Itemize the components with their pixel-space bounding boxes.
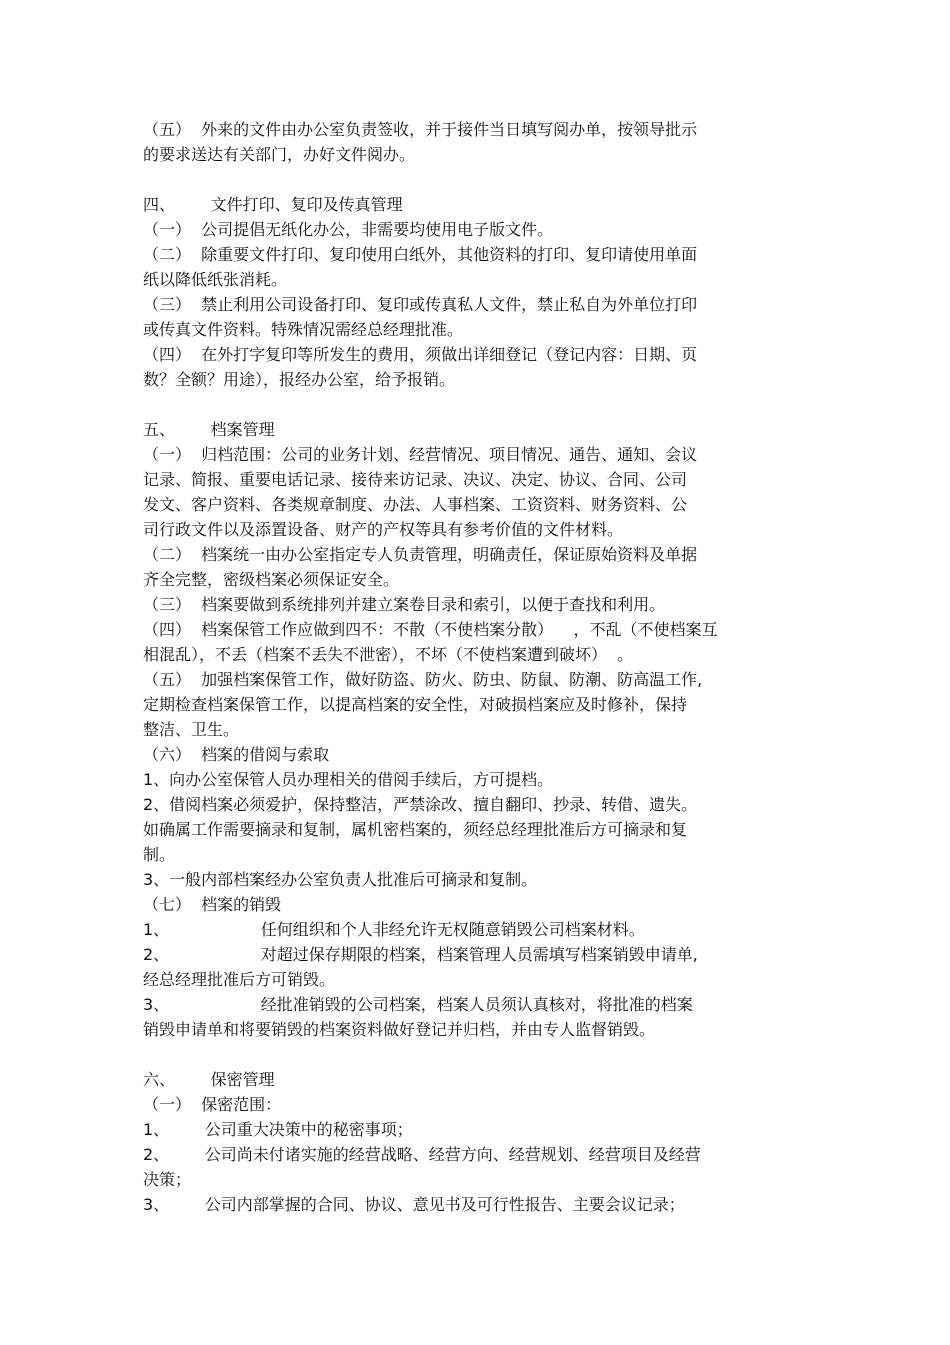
text-line: 数？全额？用途），报经办公室，给予报销。	[143, 370, 456, 389]
text-line: （五） 外来的文件由办公室负责签收，并于接件当日填写阅办单，按领导批示	[143, 120, 698, 139]
text-line: 2、 对超过保存期限的档案，档案管理人员需填写档案销毁申请单,	[143, 945, 698, 964]
text-line: 的要求送达有关部门，办好文件阅办。	[143, 145, 416, 164]
text-line: （二） 档案统一由办公室指定专人负责管理，明确责任，保证原始资料及单据	[143, 545, 698, 564]
text-line: 决策；	[143, 1170, 192, 1189]
text-line: （三） 档案要做到系统排列并建立案卷目录和索引，以便于查找和利用。	[143, 595, 666, 614]
text-line: （一） 归档范围：公司的业务计划、经营情况、项目情况、通告、通知、会议	[143, 445, 698, 464]
text-line: 2、 公司尚未付诸实施的经营战略、经营方向、经营规划、经营项目及经营	[143, 1145, 701, 1164]
text-line: 发文、客户资料、各类规章制度、办法、人事档案、工资资料、财务资料、公	[143, 495, 688, 514]
text-line: （四） 档案保管工作应做到四不：不散（不使档案分散） ，不乱（不使档案互	[143, 620, 718, 639]
text-line: 1、 公司重大决策中的秘密事项；	[143, 1120, 413, 1139]
section-heading: 六、 保密管理	[143, 1070, 275, 1089]
text-line: 制。	[143, 845, 176, 864]
text-line: 定期检查档案保管工作，以提高档案的安全性，对破损档案应及时修补，保持	[143, 695, 688, 714]
text-line: 齐全完整，密级档案必须保证安全。	[143, 570, 400, 589]
text-line: 记录、简报、重要电话记录、接待来访记录、决议、决定、协议、合同、公司	[143, 470, 688, 489]
text-line: （二） 除重要文件打印、复印使用白纸外，其他资料的打印、复印请使用单面	[143, 245, 698, 264]
text-line: （六） 档案的借阅与索取	[143, 745, 330, 764]
text-line: 3、 经批准销毁的公司档案，档案人员须认真核对，将批准的档案	[143, 995, 693, 1014]
text-line: 销毁申请单和将要销毁的档案资料做好登记并归档，并由专人监督销毁。	[143, 1020, 656, 1039]
text-line: 整洁、卫生。	[143, 720, 240, 739]
text-line: （一） 保密范围：	[143, 1095, 282, 1114]
text-line: （五） 加强档案保管工作，做好防盗、防火、防虫、防鼠、防潮、防高温工作,	[143, 670, 703, 689]
text-line: 纸以降低纸张消耗。	[143, 270, 288, 289]
text-line: 1、 任何组织和个人非经允许无权随意销毁公司档案材料。	[143, 920, 645, 939]
text-line: 3、一般内部档案经办公室负责人批准后可摘录和复制。	[143, 870, 538, 889]
section-heading: 四、 文件打印、复印及传真管理	[143, 195, 403, 214]
text-line: 1、向办公室保管人员办理相关的借阅手续后，方可提档。	[143, 770, 554, 789]
text-line: 司行政文件以及添置设备、财产的产权等具有参考价值的文件材料。	[143, 520, 624, 539]
text-line: 或传真文件资料。特殊情况需经总经理批准。	[143, 320, 464, 339]
section-heading: 五、 档案管理	[143, 420, 275, 439]
text-line: 如确属工作需要摘录和复制，属机密档案的，须经总经理批准后方可摘录和复	[143, 820, 688, 839]
text-line: 2、借阅档案必须爱护，保持整洁，严禁涂改、擅自翻印、抄录、转借、遗失。	[143, 795, 698, 814]
text-line: 相混乱），不丢（档案不丢失不泄密），不坏（不使档案遭到破坏） 。	[143, 645, 634, 664]
text-line: （七） 档案的销毁	[143, 895, 282, 914]
text-line: 3、 公司内部掌握的合同、协议、意见书及可行性报告、主要会议记录；	[143, 1195, 685, 1214]
text-line: （一） 公司提倡无纸化办公，非需要均使用电子版文件。	[143, 220, 554, 239]
text-line: （三） 禁止利用公司设备打印、复印或传真私人文件，禁止私自为外单位打印	[143, 295, 698, 314]
text-line: （四） 在外打字复印等所发生的费用，须做出详细登记（登记内容：日期、页	[143, 345, 698, 364]
text-line: 经总经理批准后方可销毁。	[143, 970, 336, 989]
